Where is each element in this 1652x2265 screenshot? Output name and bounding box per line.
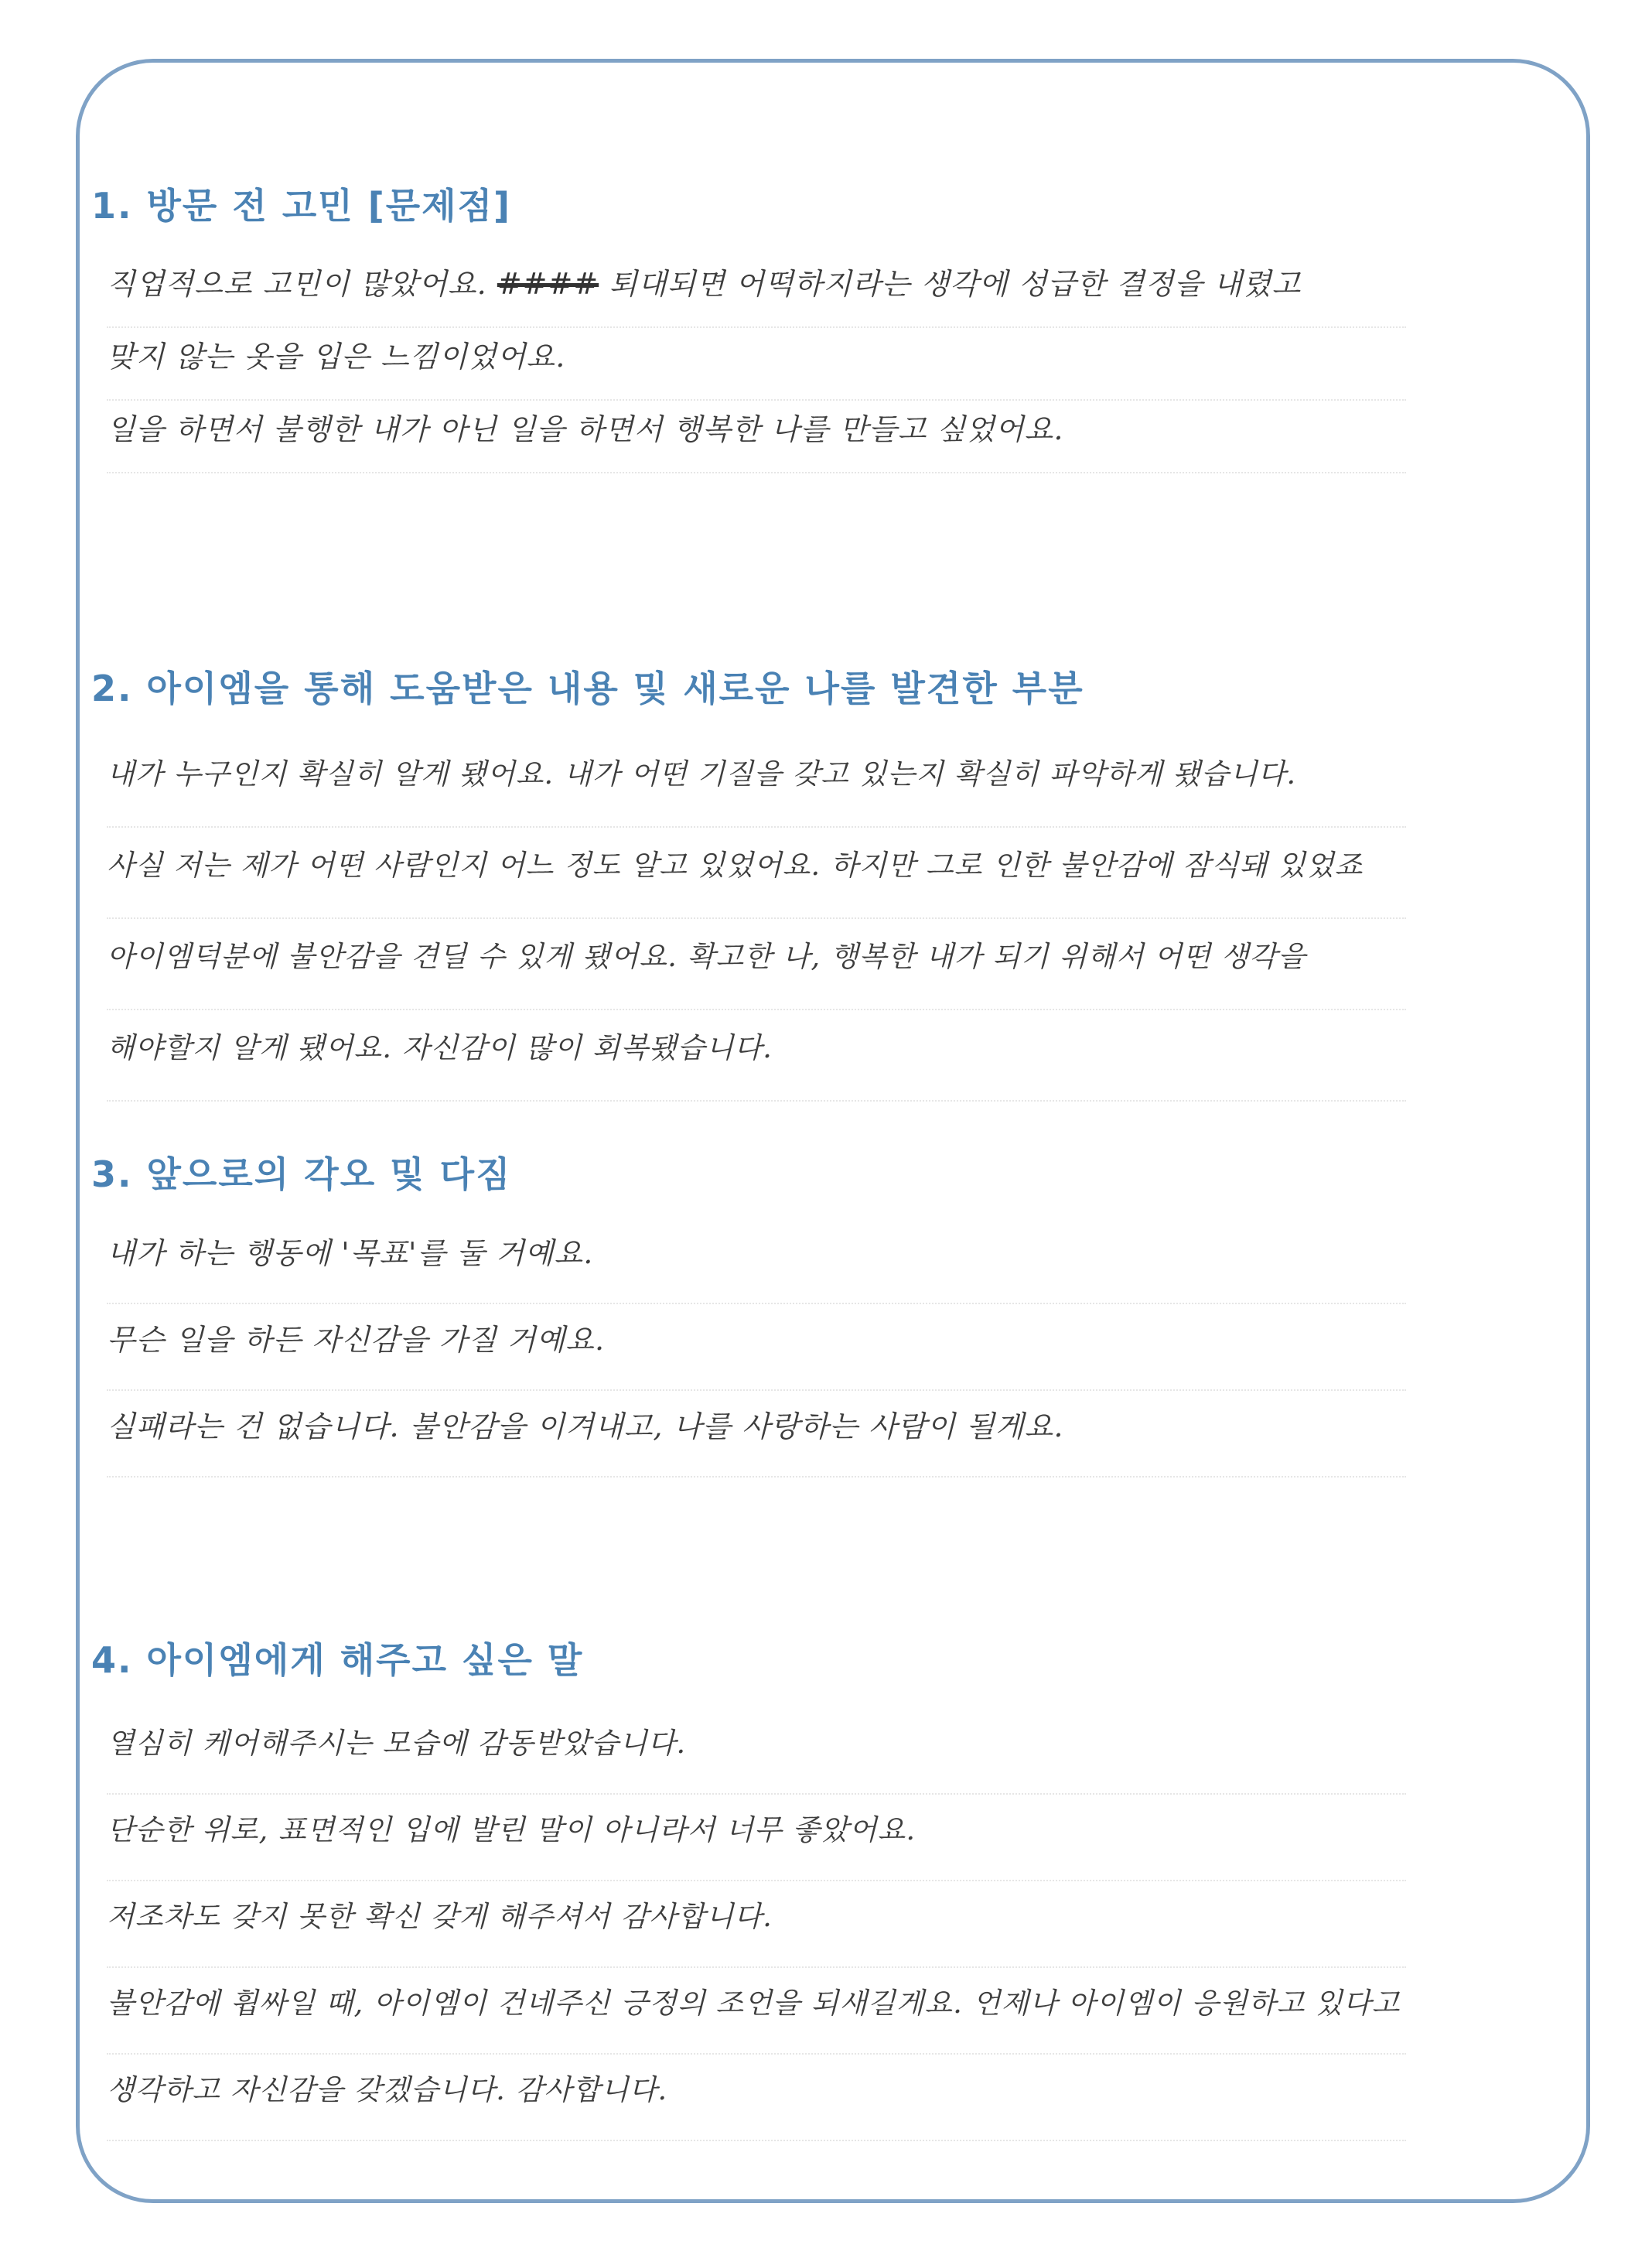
answer-line: 해야할지 알게 됐어요. 자신감이 많이 회복됐습니다.: [91, 1003, 1452, 1094]
section-heading: 2. 아이엠을 통해 도움받은 내용 및 새로운 나를 발견한 부분: [91, 668, 1084, 709]
answer-line: 직업적으로 고민이 많았어요. #### 퇴대되면 어떡하지라는 생각에 성급한 결정을 내렸고: [91, 248, 1452, 320]
answer-line: 내가 누구인지 확실히 알게 됐어요. 내가 어떤 기질을 갖고 있는지 확실히 파악하게 됐습니다.: [91, 729, 1452, 820]
section-help-received: [91, 659, 1452, 1094]
answer-line: 사실 저는 제가 어떤 사람인지 어느 정도 알고 있었어요. 하지만 그로 인한 불안감에 잠식돼 있었죠: [91, 820, 1452, 911]
section-heading: 3. 앞으로의 각오 및 다짐: [91, 1153, 512, 1195]
answer-line: 일을 하면서 불행한 내가 아닌 일을 하면서 행복한 나를 만들고 싶었어요.: [91, 393, 1452, 466]
answer-line: 저조차도 갖지 못한 확신 갖게 해주셔서 감사합니다.: [91, 1874, 1452, 1960]
crossed-out-text: ####: [497, 267, 599, 301]
handwritten-answer: [91, 1210, 1452, 1470]
section-resolutions: [91, 1145, 1452, 1470]
answer-line: 열심히 케어해주시는 모습에 감동받았습니다.: [91, 1700, 1452, 1787]
answer-line: 불안감에 휩싸일 때, 아이엠이 건네주신 긍정의 조언을 되새길게요. 언제나 아이엠이 응원하고 있다고: [91, 1960, 1452, 2047]
answer-line: 생각하고 자신감을 갖겠습니다. 감사합니다.: [91, 2047, 1452, 2133]
answer-line: 실패라는 건 없습니다. 불안감을 이겨내고, 나를 사랑하는 사람이 될게요.: [91, 1383, 1452, 1470]
answer-line: 무슨 일을 하든 자신감을 가질 거예요.: [91, 1296, 1452, 1383]
section-message-to-iam: [91, 1631, 1452, 2133]
section-concerns-before-visit: [91, 176, 1452, 466]
answer-line: 단순한 위로, 표면적인 입에 발린 말이 아니라서 너무 좋았어요.: [91, 1787, 1452, 1874]
answer-line: 맞지 않는 옷을 입은 느낌이었어요.: [91, 320, 1452, 393]
section-heading: 1. 방문 전 고민 [문제점]: [91, 185, 512, 227]
section-heading: 4. 아이엠에게 해주고 싶은 말: [91, 1639, 584, 1681]
handwritten-answer: [91, 248, 1452, 466]
answer-line: 내가 하는 행동에 '목표'를 둘 거예요.: [91, 1210, 1452, 1296]
answer-line: 아이엠덕분에 불안감을 견딜 수 있게 됐어요. 확고한 나, 행복한 내가 되기 위해서 어떤 생각을: [91, 911, 1452, 1003]
handwritten-answer: [91, 729, 1452, 1094]
handwritten-answer: [91, 1700, 1452, 2133]
